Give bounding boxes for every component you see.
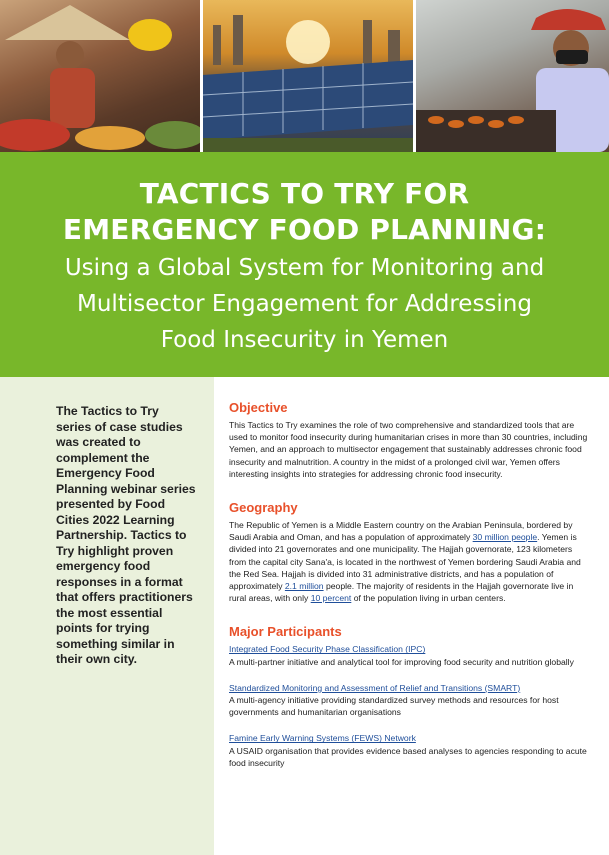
- main-content: [229, 400, 589, 789]
- participant-link-smart[interactable]: Standardized Monitoring and Assessment of Relief and Transitions (SMART): [229, 682, 521, 693]
- objective-heading: Objective: [229, 400, 288, 415]
- participant-item: [229, 643, 589, 667]
- geography-section: [229, 500, 589, 604]
- market-vendor-photo: [0, 0, 200, 152]
- solar-panels-illustration: [203, 0, 413, 152]
- geography-body: [229, 519, 589, 604]
- participant-link-ipc[interactable]: Integrated Food Security Phase Classification (IPC): [229, 644, 426, 655]
- title-line-1: TACTICS TO TRY FOR: [139, 177, 470, 210]
- participant-link-fews[interactable]: Famine Early Warning Systems (FEWS) Network: [229, 733, 416, 744]
- solar-panels-photo: [203, 0, 413, 152]
- subtitle-line-1: Using a Global System for Monitoring and: [64, 255, 545, 281]
- participant-desc: A multi-partner initiative and analytical tool for improving food security and nutrition globally: [229, 656, 574, 667]
- geography-heading: Geography: [229, 500, 298, 516]
- participant-desc: A multi-agency initiative providing standardized survey methods and resources for host governments and humanitarian organisations: [229, 695, 559, 718]
- geography-text-1: The Republic of Yemen is a Middle Eastern country on the Arabian Peninsula, bordered by Saudi Arabia and Oman, and has a population of approximately: [229, 520, 573, 543]
- objective-section: [229, 400, 589, 480]
- participants-section: [229, 624, 589, 769]
- participant-item: [229, 732, 589, 769]
- participant-item: [229, 682, 589, 719]
- hajjah-population-link[interactable]: 2.1 million: [284, 581, 324, 592]
- subtitle-line-2: Multisector Engagement for Addressing: [77, 291, 532, 317]
- subtitle-line-3: Food Insecurity in Yemen: [160, 327, 449, 353]
- title-banner: [0, 152, 609, 377]
- sidebar-intro-text: The Tactics to Try series of case studies was created to complement the Emergency Food Planning webinar series presented by Food Cities 2022 Learning Partnership. Tactics to Try highlight proven emergency food responses in a format that offers practitioners the most essential points for trying something similar in their own city.: [56, 404, 196, 666]
- geography-text-2: . Yemen is divided into 21 governorates and one municipality. The Hajjah governorate, 123 kilometers from the capital city Sana'a, is located in the northwest of Yemen bordering Saudi Arabia and the Red Sea. Hajjah is divided into 31 administrative districts, and has a population of approximately: [229, 532, 581, 592]
- geography-text-3: people. The majority of residents in the Hajjah governorate live in rural areas, with only: [229, 581, 574, 604]
- population-link[interactable]: 30 million people: [472, 532, 538, 543]
- geography-text-4: of the population living in urban centers.: [351, 593, 506, 604]
- participant-desc: A USAID organisation that provides evidence based analyses to agencies responding to acute food insecurity: [229, 745, 587, 768]
- title-line-2: EMERGENCY FOOD PLANNING:: [62, 213, 547, 246]
- participants-heading: Major Participants: [229, 624, 342, 640]
- urban-percent-link[interactable]: 10 percent: [310, 593, 352, 604]
- sidebar: [0, 377, 214, 855]
- street-food-vendor-photo: [416, 0, 609, 152]
- market-vendor-illustration: [0, 0, 200, 152]
- header-photo-strip: [0, 0, 609, 152]
- objective-body: This Tactics to Try examines the role of two comprehensive and standardized tools that are used to monitor food insecurity during humanitarian crises in more than 30 countries, including Yemen, and an approach to multisector engagement that sustainably addresses chronic food insecurity and malnutrition. A country in the midst of a prolonged civil war, Yemen offers interesting insights into strategies for addressing chronic food insecurity.: [229, 420, 588, 479]
- street-food-vendor-illustration: [416, 0, 609, 152]
